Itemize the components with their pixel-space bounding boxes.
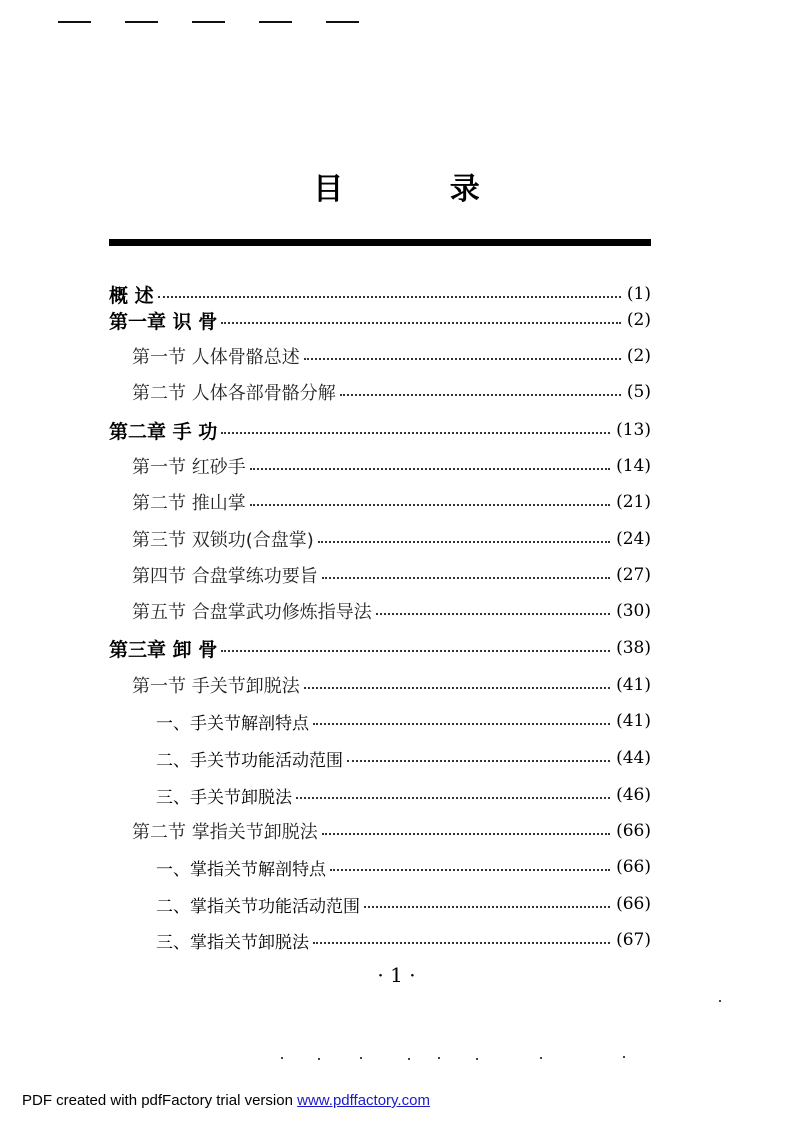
scan-speck [318,1058,320,1060]
leader-dots [304,687,610,689]
scan-speck [540,1057,542,1059]
toc-page: (44) [616,748,651,768]
toc-label: 三、掌指关节卸脱法 [156,932,309,953]
header-dash [58,21,91,23]
toc-entry[interactable] [0,926,651,954]
scan-speck [438,1057,440,1059]
toc-page: (30) [616,601,651,621]
scan-speck [281,1057,283,1059]
leader-dots [322,833,610,835]
toc-page: (41) [616,675,651,695]
leader-dots [340,394,621,396]
scan-speck [476,1058,478,1060]
leader-dots [250,468,610,470]
toc-page: (1) [626,284,651,304]
page-title: 目 录 [313,172,528,207]
toc-label: 一、手关节解剖特点 [156,713,309,734]
footer-link[interactable]: www.pdffactory.com [297,1092,430,1109]
toc-page: (24) [616,529,651,549]
toc-page: (66) [616,821,651,841]
toc-entry[interactable] [0,817,651,845]
header-dash [192,21,225,23]
header-dash [326,21,359,23]
leader-dots [364,906,610,908]
footer-text: PDF created with pdfFactory trial version [22,1092,298,1109]
toc-entry[interactable] [0,707,651,735]
pdf-footer [22,1092,430,1109]
toc-label: 第二节 推山掌 [132,493,246,514]
toc-entry[interactable] [0,280,651,308]
toc-entry[interactable] [0,781,651,809]
toc-label: 三、手关节卸脱法 [156,787,292,808]
toc-entry[interactable] [0,853,651,881]
toc-label: 第四节 合盘掌练功要旨 [132,566,318,587]
toc-page: (67) [616,930,651,950]
toc-label: 第三节 双锁功(合盘掌) [132,530,314,551]
scan-speck [623,1056,625,1058]
leader-dots [322,577,610,579]
leader-dots [250,504,610,506]
leader-dots [313,723,610,725]
toc-entry[interactable] [0,342,651,370]
header-dash [259,21,292,23]
toc-entry[interactable] [0,488,651,516]
toc-page: (27) [616,565,651,585]
title-rule [109,239,651,246]
scan-speck [360,1057,362,1059]
leader-dots [296,797,610,799]
toc-page: (41) [616,711,651,731]
toc-page: (66) [616,894,651,914]
toc-entry[interactable] [0,634,651,662]
leader-dots [221,650,610,652]
leader-dots [376,613,610,615]
toc-entry[interactable] [0,416,651,444]
toc-entry[interactable] [0,378,651,406]
toc-label: 第一节 手关节卸脱法 [132,676,300,697]
toc-label: 第五节 合盘掌武功修炼指导法 [132,602,372,623]
leader-dots [347,760,610,762]
leader-dots [221,322,621,324]
leader-dots [158,296,621,298]
toc-entry[interactable] [0,671,651,699]
toc-label: 概 述 [109,284,154,307]
toc-page: (13) [616,420,651,440]
toc-label: 一、掌指关节解剖特点 [156,859,326,880]
toc-page: (5) [626,382,651,402]
toc-entry[interactable] [0,597,651,625]
leader-dots [330,869,610,871]
toc-page: (46) [616,785,651,805]
leader-dots [304,358,621,360]
toc-page: (14) [616,456,651,476]
toc-page: (66) [616,857,651,877]
toc-label: 二、掌指关节功能活动范围 [156,896,360,917]
toc-entry[interactable] [0,744,651,772]
toc-entry[interactable] [0,561,651,589]
leader-dots [313,942,610,944]
toc-label: 第二节 掌指关节卸脱法 [132,822,318,843]
toc-label: 第二章 手 功 [109,420,218,443]
toc-label: 二、手关节功能活动范围 [156,750,343,771]
page-number: · 1 · [377,963,416,987]
leader-dots [318,541,610,543]
toc-label: 第一节 红砂手 [132,457,246,478]
leader-dots [221,432,610,434]
toc-entry[interactable] [0,452,651,480]
header-dash [125,21,158,23]
toc-label: 第二节 人体各部骨骼分解 [132,383,336,404]
toc-entry[interactable] [0,306,651,334]
toc-page: (21) [616,492,651,512]
toc-entry[interactable] [0,525,651,553]
toc-page: (2) [626,310,651,330]
toc-page: (38) [616,638,651,658]
toc-label: 第一节 人体骨骼总述 [132,347,300,368]
toc-entry[interactable] [0,890,651,918]
scan-speck [719,1000,721,1002]
scan-speck [408,1058,410,1060]
toc-page: (2) [626,346,651,366]
toc-label: 第一章 识 骨 [109,310,218,333]
toc-label: 第三章 卸 骨 [109,638,218,661]
